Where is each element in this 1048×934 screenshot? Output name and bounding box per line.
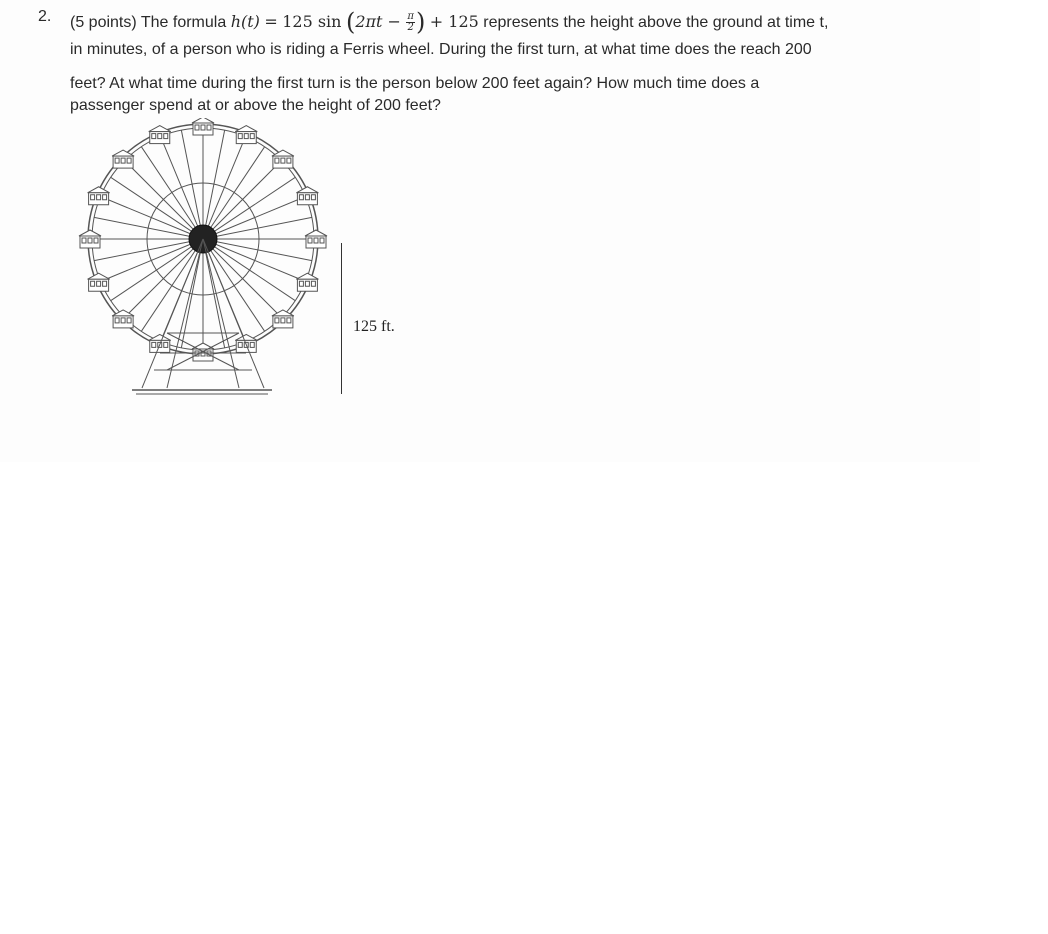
cabin xyxy=(296,187,318,205)
ferris-wheel-structure xyxy=(79,118,327,394)
formula-amplitude: 125 sin xyxy=(282,12,342,31)
question-intro: The formula xyxy=(140,14,227,31)
question-line-2: in minutes, of a person who is riding a Ferris wheel. During the first turn, at what time does the reach 200 xyxy=(70,41,812,58)
height-label: 125 ft. xyxy=(353,318,395,335)
question-number: 2. xyxy=(38,8,52,25)
spoke xyxy=(161,136,198,226)
cabin xyxy=(149,126,171,144)
question-line-1 xyxy=(70,8,828,36)
question-line-1-rest: represents the height above the ground at time t, xyxy=(483,14,829,31)
ferris-wheel-illustration xyxy=(72,118,352,403)
cabin xyxy=(88,273,110,291)
cabin xyxy=(88,187,110,205)
height-marker-line xyxy=(341,243,342,394)
cabin xyxy=(79,230,101,248)
spoke xyxy=(125,249,194,318)
spoke xyxy=(213,249,282,318)
fraction-numerator: π xyxy=(407,11,414,23)
question-points: (5 points) xyxy=(70,14,137,31)
formula-shift: + 125 xyxy=(429,12,479,31)
cabin xyxy=(192,118,214,135)
formula-lhs: h(t) xyxy=(230,12,260,31)
formula-equals: = xyxy=(264,12,278,31)
spoke xyxy=(100,197,190,234)
spoke xyxy=(216,197,306,234)
cabin xyxy=(112,150,134,168)
support-frame xyxy=(132,239,272,394)
formula-arg: 2πt − xyxy=(355,12,401,31)
cabin xyxy=(296,273,318,291)
close-paren: ) xyxy=(415,8,426,36)
spoke xyxy=(213,161,282,230)
question-line-3: feet? At what time during the first turn is the person below 200 feet again? How much time does a xyxy=(70,75,760,92)
fraction-denominator: 2 xyxy=(407,22,414,34)
formula-fraction xyxy=(406,12,415,33)
question-line-4: passenger spend at or above the height of 200 feet? xyxy=(70,97,441,114)
cabin xyxy=(235,126,257,144)
open-paren: ( xyxy=(345,8,356,36)
spoke xyxy=(216,244,306,281)
spoke xyxy=(208,136,245,226)
spoke xyxy=(100,244,190,281)
spoke xyxy=(125,161,194,230)
cabin xyxy=(272,150,294,168)
cabin xyxy=(305,230,327,248)
